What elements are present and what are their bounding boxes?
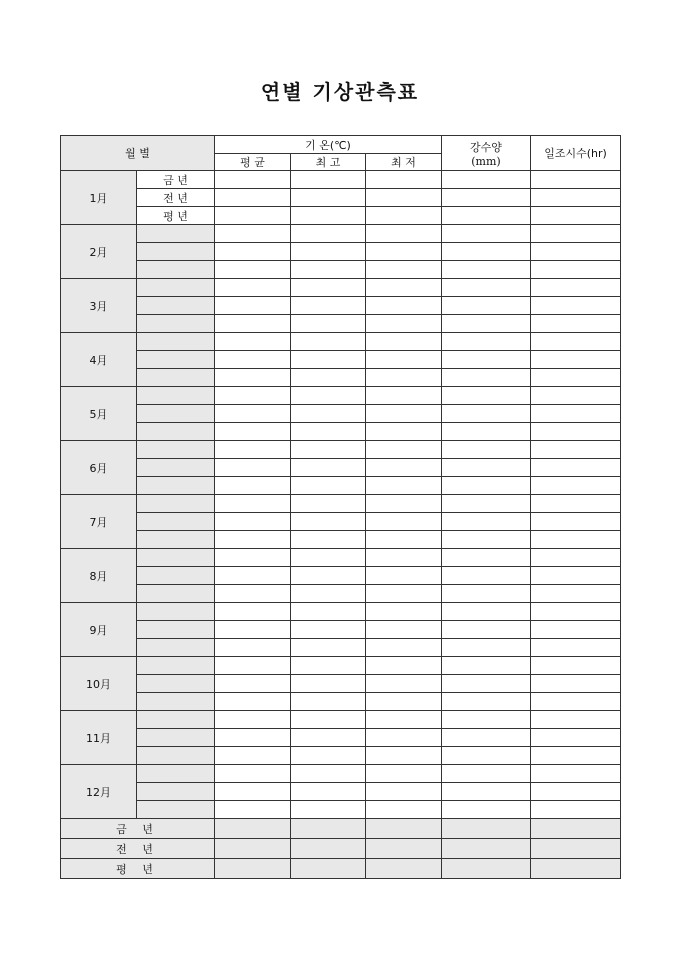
table-row [61, 729, 621, 747]
temp-max-cell[interactable] [291, 315, 366, 333]
temp-min-cell[interactable] [366, 387, 442, 405]
table-row [61, 441, 621, 459]
temp-min-cell[interactable] [366, 423, 442, 441]
precipitation-cell[interactable] [442, 441, 531, 459]
sunshine-cell[interactable] [531, 747, 621, 765]
year-type-cell [137, 261, 215, 279]
sunshine-cell[interactable] [531, 567, 621, 585]
month-label: 10月 [61, 657, 137, 711]
precipitation-cell[interactable] [442, 783, 531, 801]
sunshine-cell[interactable] [531, 441, 621, 459]
temp-max-cell[interactable] [291, 585, 366, 603]
precipitation-cell[interactable] [442, 261, 531, 279]
summary-temp-avg-cell[interactable] [215, 859, 291, 879]
table-row [61, 261, 621, 279]
sunshine-cell[interactable] [531, 333, 621, 351]
temp-min-cell[interactable] [366, 405, 442, 423]
sunshine-cell[interactable] [531, 639, 621, 657]
temp-min-cell[interactable] [366, 513, 442, 531]
summary-temp-min-cell[interactable] [366, 839, 442, 859]
header-row-1 [61, 136, 621, 154]
sunshine-cell[interactable] [531, 207, 621, 225]
precipitation-cell[interactable] [442, 171, 531, 189]
temp-min-cell[interactable] [366, 621, 442, 639]
summary-precipitation-cell[interactable] [442, 859, 531, 879]
summary-temp-max-cell[interactable] [291, 859, 366, 879]
sunshine-cell[interactable] [531, 549, 621, 567]
year-type-cell [137, 513, 215, 531]
temp-avg-cell[interactable] [215, 693, 291, 711]
table-row [61, 405, 621, 423]
table-row [61, 513, 621, 531]
temp-max-cell[interactable] [291, 531, 366, 549]
table-row [61, 189, 621, 207]
sunshine-cell[interactable] [531, 693, 621, 711]
year-type-cell [137, 765, 215, 783]
temp-max-cell[interactable] [291, 675, 366, 693]
temp-min-cell[interactable] [366, 261, 442, 279]
sunshine-cell[interactable] [531, 315, 621, 333]
temp-avg-cell[interactable] [215, 333, 291, 351]
sunshine-header: 일조시수(hr) [531, 136, 621, 171]
summary-temp-min-cell[interactable] [366, 859, 442, 879]
temp-min-cell[interactable] [366, 675, 442, 693]
year-type-cell [137, 369, 215, 387]
temp-avg-cell[interactable] [215, 675, 291, 693]
temp-avg-cell[interactable] [215, 279, 291, 297]
temp-avg-cell[interactable] [215, 639, 291, 657]
precipitation-cell[interactable] [442, 225, 531, 243]
year-type-cell [137, 441, 215, 459]
temp-max-cell[interactable] [291, 423, 366, 441]
sunshine-cell[interactable] [531, 225, 621, 243]
temp-avg-cell[interactable] [215, 243, 291, 261]
table-row [61, 531, 621, 549]
temp-min-cell[interactable] [366, 639, 442, 657]
year-type-label: 평 년 [137, 207, 215, 225]
temp-min-cell[interactable] [366, 243, 442, 261]
sunshine-cell[interactable] [531, 279, 621, 297]
temp-min-cell[interactable] [366, 747, 442, 765]
month-label: 9月 [61, 603, 137, 657]
summary-label: 금 년 [61, 819, 215, 839]
temp-avg-cell[interactable] [215, 423, 291, 441]
year-type-label: 금 년 [137, 171, 215, 189]
sunshine-cell[interactable] [531, 585, 621, 603]
month-label: 3月 [61, 279, 137, 333]
month-label: 7月 [61, 495, 137, 549]
sunshine-cell[interactable] [531, 711, 621, 729]
month-label: 6月 [61, 441, 137, 495]
temp-min-cell[interactable] [366, 531, 442, 549]
sunshine-cell[interactable] [531, 783, 621, 801]
year-type-cell [137, 567, 215, 585]
precipitation-cell[interactable] [442, 297, 531, 315]
sunshine-cell[interactable] [531, 531, 621, 549]
temp-min-cell[interactable] [366, 729, 442, 747]
year-type-cell [137, 405, 215, 423]
temp-min-cell[interactable] [366, 585, 442, 603]
temp-min-header: 최 저 [366, 154, 442, 171]
temp-max-cell[interactable] [291, 783, 366, 801]
temp-min-cell[interactable] [366, 189, 442, 207]
precipitation-cell[interactable] [442, 585, 531, 603]
temp-avg-cell[interactable] [215, 495, 291, 513]
temp-min-cell[interactable] [366, 783, 442, 801]
precipitation-cell[interactable] [442, 369, 531, 387]
summary-sunshine-cell[interactable] [531, 839, 621, 859]
temp-min-cell[interactable] [366, 477, 442, 495]
temp-min-cell[interactable] [366, 603, 442, 621]
sunshine-cell[interactable] [531, 477, 621, 495]
page-title: 연별 기상관측표 [260, 80, 420, 104]
temp-min-cell[interactable] [366, 441, 442, 459]
precipitation-cell[interactable] [442, 495, 531, 513]
summary-sunshine-cell[interactable] [531, 819, 621, 839]
temp-avg-cell[interactable] [215, 351, 291, 369]
precipitation-cell[interactable] [442, 513, 531, 531]
table-row [61, 315, 621, 333]
table-row [61, 747, 621, 765]
year-type-cell [137, 747, 215, 765]
temp-max-header: 최 고 [291, 154, 366, 171]
temp-max-cell[interactable] [291, 657, 366, 675]
table-row [61, 567, 621, 585]
temp-min-cell[interactable] [366, 351, 442, 369]
precipitation-header [442, 136, 531, 171]
year-type-cell [137, 603, 215, 621]
weather-table [60, 135, 621, 879]
temp-min-cell[interactable] [366, 711, 442, 729]
temp-min-cell[interactable] [366, 693, 442, 711]
temp-max-cell[interactable] [291, 243, 366, 261]
year-type-cell [137, 333, 215, 351]
sunshine-cell[interactable] [531, 189, 621, 207]
summary-precipitation-cell[interactable] [442, 819, 531, 839]
temp-avg-cell[interactable] [215, 765, 291, 783]
sunshine-cell[interactable] [531, 603, 621, 621]
precipitation-cell[interactable] [442, 747, 531, 765]
table-row [61, 279, 621, 297]
temp-avg-cell[interactable] [215, 657, 291, 675]
table-row [61, 423, 621, 441]
temp-avg-cell[interactable] [215, 531, 291, 549]
table-row [61, 657, 621, 675]
month-label: 2月 [61, 225, 137, 279]
temp-avg-cell[interactable] [215, 729, 291, 747]
table-row [61, 765, 621, 783]
temp-max-cell[interactable] [291, 765, 366, 783]
year-type-cell [137, 387, 215, 405]
table-row [61, 459, 621, 477]
temp-max-cell[interactable] [291, 801, 366, 819]
temp-min-cell[interactable] [366, 279, 442, 297]
summary-temp-avg-cell[interactable] [215, 819, 291, 839]
temp-min-cell[interactable] [366, 657, 442, 675]
temp-max-cell[interactable] [291, 333, 366, 351]
precipitation-cell[interactable] [442, 765, 531, 783]
temp-max-cell[interactable] [291, 639, 366, 657]
table-row [61, 225, 621, 243]
precipitation-cell[interactable] [442, 621, 531, 639]
temp-max-cell[interactable] [291, 603, 366, 621]
year-type-cell [137, 495, 215, 513]
temp-avg-cell[interactable] [215, 711, 291, 729]
temp-max-cell[interactable] [291, 495, 366, 513]
summary-temp-max-cell[interactable] [291, 839, 366, 859]
year-type-cell [137, 639, 215, 657]
month-label: 12月 [61, 765, 137, 819]
year-type-cell [137, 549, 215, 567]
table-row [61, 801, 621, 819]
sunshine-cell[interactable] [531, 513, 621, 531]
temp-max-cell[interactable] [291, 747, 366, 765]
month-column-header: 월 별 [61, 136, 215, 171]
sunshine-cell[interactable] [531, 765, 621, 783]
sunshine-cell[interactable] [531, 387, 621, 405]
precipitation-cell[interactable] [442, 711, 531, 729]
table-row [61, 369, 621, 387]
temp-avg-cell[interactable] [215, 225, 291, 243]
table-row [61, 243, 621, 261]
temp-max-cell[interactable] [291, 279, 366, 297]
sunshine-cell[interactable] [531, 243, 621, 261]
temp-min-cell[interactable] [366, 315, 442, 333]
year-type-cell [137, 297, 215, 315]
year-type-cell [137, 225, 215, 243]
year-type-cell [137, 801, 215, 819]
precipitation-cell[interactable] [442, 477, 531, 495]
temp-max-cell[interactable] [291, 621, 366, 639]
temp-max-cell[interactable] [291, 567, 366, 585]
temp-max-cell[interactable] [291, 189, 366, 207]
temp-min-cell[interactable] [366, 225, 442, 243]
precipitation-cell[interactable] [442, 639, 531, 657]
precipitation-cell[interactable] [442, 189, 531, 207]
year-type-cell [137, 243, 215, 261]
temp-max-cell[interactable] [291, 477, 366, 495]
sunshine-cell[interactable] [531, 495, 621, 513]
precipitation-cell[interactable] [442, 657, 531, 675]
temp-avg-header: 평 균 [215, 154, 291, 171]
sunshine-cell[interactable] [531, 423, 621, 441]
summary-label: 평 년 [61, 859, 215, 879]
sunshine-cell[interactable] [531, 171, 621, 189]
temp-avg-cell[interactable] [215, 441, 291, 459]
month-label: 4月 [61, 333, 137, 387]
temp-max-cell[interactable] [291, 261, 366, 279]
year-type-cell [137, 477, 215, 495]
year-type-cell [137, 783, 215, 801]
precipitation-cell[interactable] [442, 531, 531, 549]
temp-min-cell[interactable] [366, 549, 442, 567]
year-type-cell [137, 423, 215, 441]
temp-avg-cell[interactable] [215, 747, 291, 765]
temp-min-cell[interactable] [366, 297, 442, 315]
table-row [61, 711, 621, 729]
summary-row [61, 859, 621, 879]
temp-avg-cell[interactable] [215, 297, 291, 315]
temp-avg-cell[interactable] [215, 585, 291, 603]
temp-avg-cell[interactable] [215, 513, 291, 531]
precipitation-cell[interactable] [442, 675, 531, 693]
temp-avg-cell[interactable] [215, 405, 291, 423]
precipitation-cell[interactable] [442, 693, 531, 711]
sunshine-cell[interactable] [531, 459, 621, 477]
table-row [61, 333, 621, 351]
temp-avg-cell[interactable] [215, 207, 291, 225]
year-type-cell [137, 657, 215, 675]
summary-row [61, 819, 621, 839]
temp-max-cell[interactable] [291, 441, 366, 459]
table-row [61, 477, 621, 495]
temp-max-cell[interactable] [291, 729, 366, 747]
table-row [61, 387, 621, 405]
temp-min-cell[interactable] [366, 495, 442, 513]
temp-min-cell[interactable] [366, 207, 442, 225]
sunshine-cell[interactable] [531, 801, 621, 819]
year-type-cell [137, 351, 215, 369]
temp-avg-cell[interactable] [215, 261, 291, 279]
sunshine-cell[interactable] [531, 351, 621, 369]
summary-temp-max-cell[interactable] [291, 819, 366, 839]
table-row [61, 585, 621, 603]
sunshine-cell[interactable] [531, 261, 621, 279]
month-label: 11月 [61, 711, 137, 765]
temp-min-cell[interactable] [366, 765, 442, 783]
temp-min-cell[interactable] [366, 171, 442, 189]
temp-min-cell[interactable] [366, 459, 442, 477]
temperature-group-header: 기 온(℃) [215, 136, 442, 154]
sunshine-cell[interactable] [531, 657, 621, 675]
year-type-cell [137, 675, 215, 693]
sunshine-cell[interactable] [531, 405, 621, 423]
sunshine-cell[interactable] [531, 621, 621, 639]
year-type-cell [137, 693, 215, 711]
temp-max-cell[interactable] [291, 387, 366, 405]
temp-max-cell[interactable] [291, 351, 366, 369]
temp-avg-cell[interactable] [215, 189, 291, 207]
temp-avg-cell[interactable] [215, 567, 291, 585]
table-row [61, 639, 621, 657]
temp-avg-cell[interactable] [215, 783, 291, 801]
table-row [61, 207, 621, 225]
temp-max-cell[interactable] [291, 405, 366, 423]
temp-avg-cell[interactable] [215, 603, 291, 621]
month-label: 8月 [61, 549, 137, 603]
temp-max-cell[interactable] [291, 711, 366, 729]
precipitation-cell[interactable] [442, 243, 531, 261]
sunshine-cell[interactable] [531, 675, 621, 693]
precipitation-cell[interactable] [442, 801, 531, 819]
temp-avg-cell[interactable] [215, 621, 291, 639]
temp-avg-cell[interactable] [215, 315, 291, 333]
sunshine-cell[interactable] [531, 369, 621, 387]
temp-min-cell[interactable] [366, 801, 442, 819]
table-row [61, 171, 621, 189]
table-row [61, 783, 621, 801]
summary-temp-min-cell[interactable] [366, 819, 442, 839]
precipitation-cell[interactable] [442, 387, 531, 405]
precipitation-cell[interactable] [442, 351, 531, 369]
table-row [61, 495, 621, 513]
temp-min-cell[interactable] [366, 333, 442, 351]
year-type-cell [137, 711, 215, 729]
temp-min-cell[interactable] [366, 567, 442, 585]
temp-avg-cell[interactable] [215, 387, 291, 405]
temp-avg-cell[interactable] [215, 459, 291, 477]
temp-max-cell[interactable] [291, 225, 366, 243]
table-row [61, 621, 621, 639]
year-type-cell [137, 729, 215, 747]
table-row [61, 549, 621, 567]
precipitation-cell[interactable] [442, 459, 531, 477]
temp-max-cell[interactable] [291, 513, 366, 531]
table-row [61, 675, 621, 693]
table-row [61, 297, 621, 315]
year-type-cell [137, 585, 215, 603]
temp-avg-cell[interactable] [215, 477, 291, 495]
precipitation-cell[interactable] [442, 405, 531, 423]
summary-row [61, 839, 621, 859]
precipitation-cell[interactable] [442, 333, 531, 351]
summary-sunshine-cell[interactable] [531, 859, 621, 879]
year-type-label: 전 년 [137, 189, 215, 207]
year-type-cell [137, 459, 215, 477]
precipitation-cell[interactable] [442, 549, 531, 567]
precipitation-cell[interactable] [442, 423, 531, 441]
precipitation-label: 강수양 [470, 140, 502, 154]
table-row [61, 351, 621, 369]
temp-avg-cell[interactable] [215, 171, 291, 189]
summary-label: 전 년 [61, 839, 215, 859]
precipitation-cell[interactable] [442, 603, 531, 621]
year-type-cell [137, 621, 215, 639]
table-row [61, 693, 621, 711]
sunshine-cell[interactable] [531, 297, 621, 315]
summary-temp-avg-cell[interactable] [215, 839, 291, 859]
temp-max-cell[interactable] [291, 171, 366, 189]
precipitation-cell[interactable] [442, 279, 531, 297]
precipitation-cell[interactable] [442, 315, 531, 333]
precipitation-cell[interactable] [442, 729, 531, 747]
summary-precipitation-cell[interactable] [442, 839, 531, 859]
year-type-cell [137, 531, 215, 549]
month-label: 5月 [61, 387, 137, 441]
temp-max-cell[interactable] [291, 369, 366, 387]
temp-max-cell[interactable] [291, 297, 366, 315]
year-type-cell [137, 315, 215, 333]
temp-max-cell[interactable] [291, 549, 366, 567]
precipitation-cell[interactable] [442, 567, 531, 585]
temp-avg-cell[interactable] [215, 801, 291, 819]
temp-max-cell[interactable] [291, 207, 366, 225]
month-label: 1月 [61, 171, 137, 225]
table-row [61, 603, 621, 621]
precipitation-cell[interactable] [442, 207, 531, 225]
temp-min-cell[interactable] [366, 369, 442, 387]
year-type-cell [137, 279, 215, 297]
precipitation-unit: (mm) [471, 154, 501, 168]
temp-avg-cell[interactable] [215, 369, 291, 387]
temp-avg-cell[interactable] [215, 549, 291, 567]
temp-max-cell[interactable] [291, 459, 366, 477]
sunshine-cell[interactable] [531, 729, 621, 747]
temp-max-cell[interactable] [291, 693, 366, 711]
